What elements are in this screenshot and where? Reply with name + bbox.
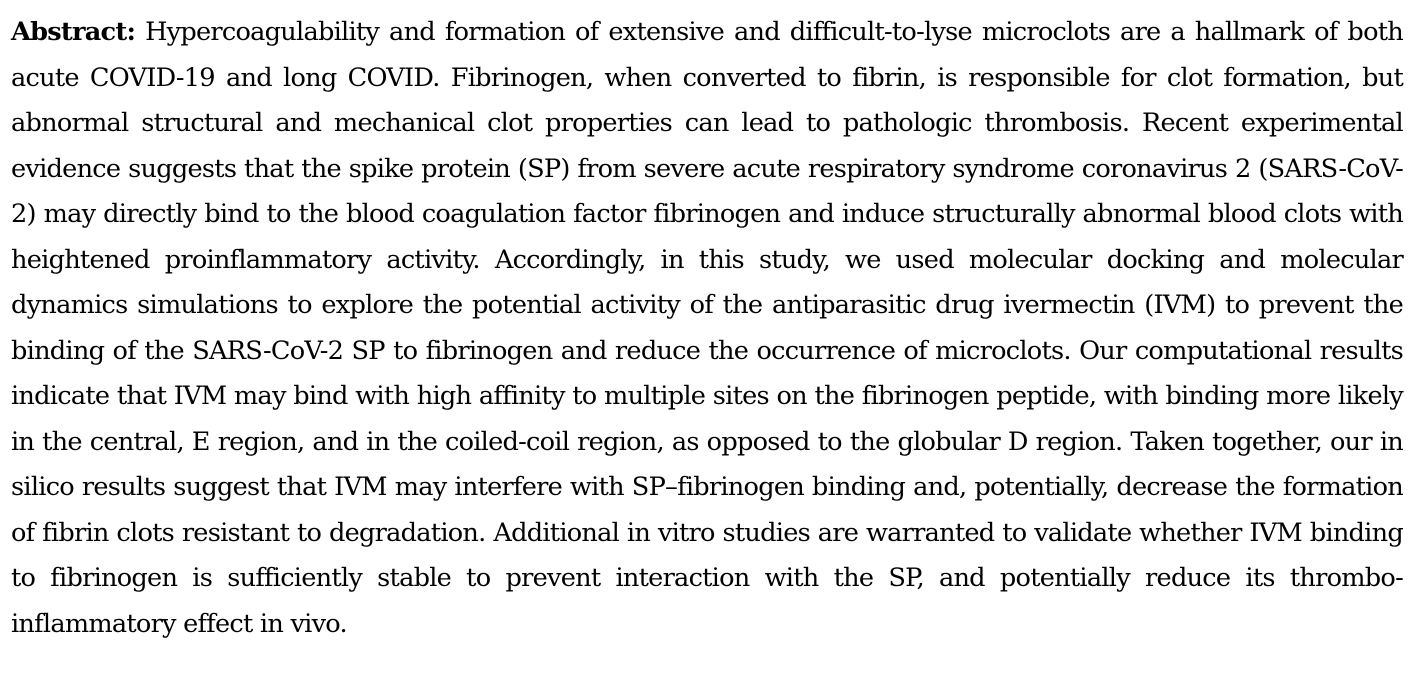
abstract-label: Abstract: (11, 17, 136, 47)
abstract-paragraph (11, 10, 1403, 647)
abstract-text: Hypercoagulability and formation of extensive and difficult-to-lyse microclots are a hallmark of both acute COVID-19 and long COVID. Fibrinogen, when converted to fibrin, is responsible for clot formation, but abnormal structural and mechanical clot properties can lead to pathologic thrombosis. Recent experimental evidence suggests that the spike protein (SP) from severe acute respiratory syndrome coronavirus 2 (SARS-CoV-2) may directly bind to the blood coagulation factor fibrinogen and induce structurally abnormal blood clots with heightened proinflammatory activity. Accordingly, in this study, we used molecular docking and molecular dynamics simulations to explore the potential activity of the antiparasitic drug ivermectin (IVM) to prevent the binding of the SARS-CoV-2 SP to fibrinogen and reduce the occurrence of microclots. Our computational results indicate that IVM may bind with high affinity to multiple sites on the fibrinogen peptide, with binding more likely in the central, E region, and in the coiled-coil region, as opposed to the globular D region. Taken together, our in silico results suggest that IVM may interfere with SP–fibrinogen binding and, potentially, decrease the formation of fibrin clots resistant to degradation. Additional in vitro studies are warranted to validate whether IVM binding to fibrinogen is sufficiently stable to prevent interaction with the SP, and potentially reduce its thrombo-inflammatory effect in vivo. (11, 17, 1403, 639)
